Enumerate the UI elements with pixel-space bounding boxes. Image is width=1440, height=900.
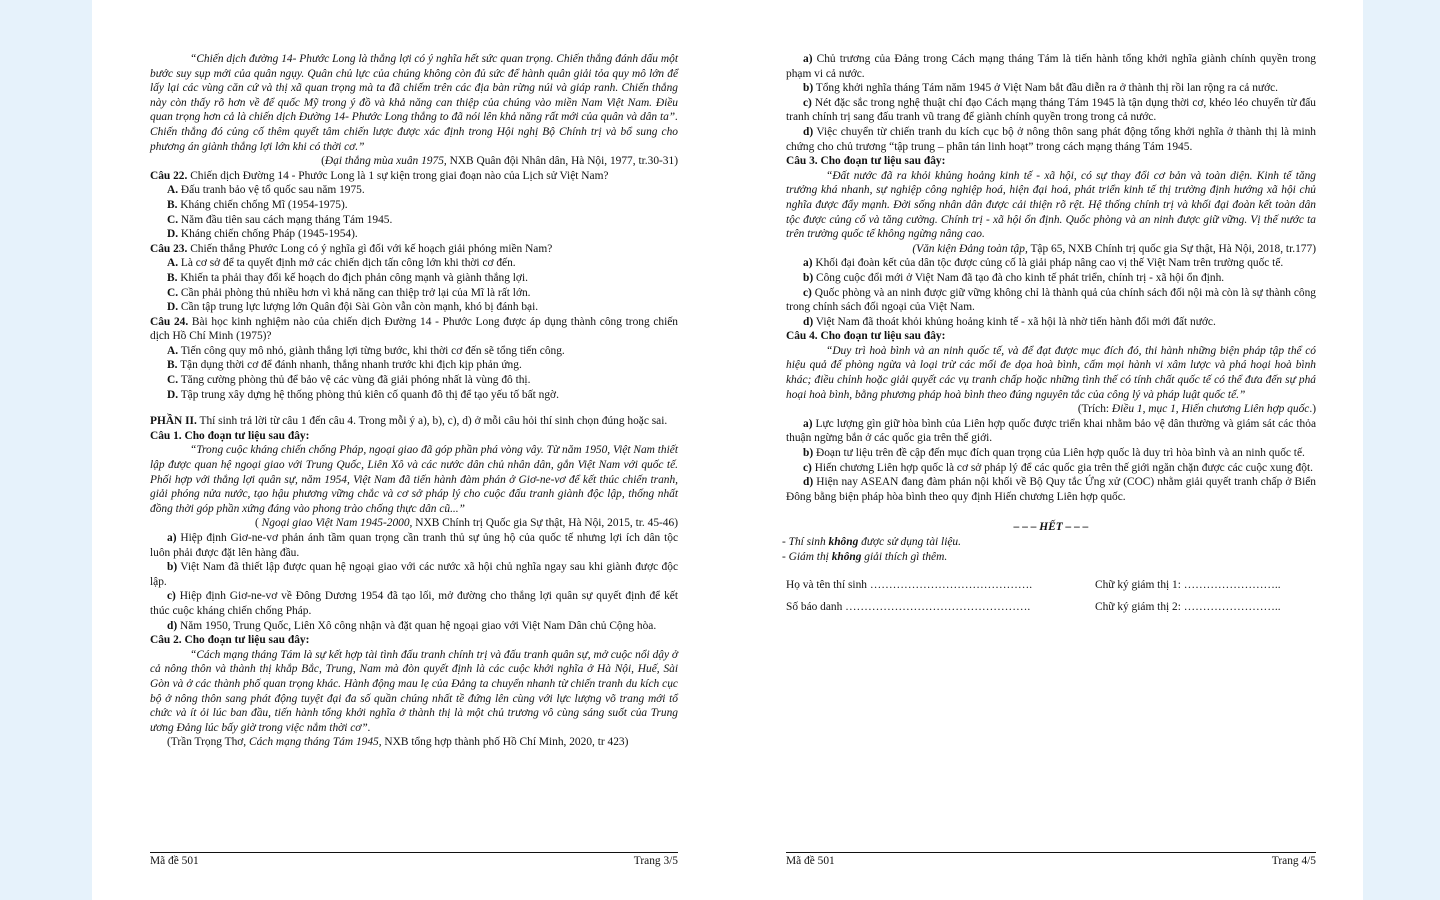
true-false-item xyxy=(786,125,1316,154)
exam-code: Mã đề 501 xyxy=(786,855,835,867)
true-false-item xyxy=(786,256,1316,271)
question-4-heading: Câu 4. Cho đoạn tư liệu sau đây: xyxy=(786,330,946,343)
candidate-name-field: Họ và tên thí sinh ……………………………………. xyxy=(786,579,1033,592)
note-candidate: - Thí sinh không được sử dụng tài liệu. xyxy=(782,536,961,548)
true-false-item xyxy=(786,446,1316,461)
item-text: Kháng chiến chống Pháp (1945-1954). xyxy=(178,228,358,241)
quote-source: (Đại thắng mùa xuân 1975, NXB Quân đội Nhân dân, Hà Nội, 1977, tr.30-31) xyxy=(321,155,678,168)
item-text: Năm 1950, Trung Quốc, Liên Xô công nhận và đặt quan hệ ngoại giao với Việt Nam Dân chủ Cộng hòa. xyxy=(177,619,657,632)
true-false-item xyxy=(150,560,678,589)
question-24-options xyxy=(150,344,678,402)
answer-option xyxy=(150,227,678,242)
item-label: C. xyxy=(167,286,179,299)
item-label: b) xyxy=(803,271,814,284)
item-text: Quốc phòng và an ninh được giữ vững không chỉ là thành quả của chính sách đối nội mà còn là sự thành công trong chính sách đối ngoại của Việt Nam. xyxy=(786,286,1316,314)
item-label: B. xyxy=(167,271,178,284)
item-text: Việc chuyển từ chiến tranh du kích cục bộ ở nông thôn sang phát động tổng khởi nghĩa ở thành thị là minh chứng cho chủ trương “tập trung – phân tán linh hoạt” trong cách mạng tháng Tám 1945. xyxy=(786,125,1316,153)
part-2-instructions: PHẦN II. Thí sinh trả lời từ câu 1 đến câu 4. Trong mỗi ý a), b), c), d) ở mỗi câu hỏi thí sinh chọn đúng hoặc sai. xyxy=(150,415,668,428)
true-false-item xyxy=(786,81,1316,96)
true-false-item xyxy=(786,475,1316,504)
question-1-heading: Câu 1. Cho đoạn tư liệu sau đây: xyxy=(150,429,310,442)
true-false-item xyxy=(150,531,678,560)
item-text: Khiến ta phải thay đổi kế hoạch do địch phản công mạnh và giành thắng lợi. xyxy=(177,271,528,284)
item-text: Khối đại đoàn kết của dân tộc được củng cố là giải pháp nâng cao vị thế Việt Nam trên trường quốc tế. xyxy=(812,257,1284,270)
proctor-2-signature: Chữ ký giám thị 2: …………………….. xyxy=(1095,600,1281,613)
question-4-quote: “Duy trì hoà bình và an ninh quốc tế, và để đạt được mục đích đó, thi hành những biện pháp tập thể có hiệu quả để phòng ngừa và loại trừ các mối đe dọa hoà bình, cấm mọi hành vi xâm lược và phá hoại hoà bình khác; điều chỉnh hoặc giải quyết các vụ tranh chấp hoặc những tình thế có tính chất quốc tế có thể đưa đến sự phá hoại hoà bình, bằng phương pháp hoà bình theo đúng nguyên tắc của công lý và pháp luật quốc tế.” xyxy=(786,344,1316,401)
question-1-source: ( Ngoại giao Việt Nam 1945-2000, NXB Chính trị Quốc gia Sự thật, Hà Nội, 2015, tr. 45-46) xyxy=(255,517,678,530)
answer-option xyxy=(150,183,678,198)
item-label: D. xyxy=(167,388,179,401)
item-text: Đoạn tư liệu trên đề cập đến mục đích quan trọng của Liên hợp quốc là duy trì hòa bình và an ninh quốc tế. xyxy=(813,447,1305,460)
item-label: d) xyxy=(167,619,178,632)
true-false-item xyxy=(786,315,1316,330)
true-false-item xyxy=(150,589,678,618)
page-number: Trang 3/5 xyxy=(633,855,678,867)
item-text: Đấu tranh bảo vệ tổ quốc sau năm 1975. xyxy=(178,184,365,197)
item-text: Hiện nay ASEAN đang đàm phán nội khối về Bộ Quy tắc Ứng xử (COC) nhằm giải quyết tranh chấp ở Biển Đông bằng biện pháp hòa bình theo quy định Hiến chương Liên hợp quốc. xyxy=(786,476,1316,503)
page-3-footer xyxy=(150,852,678,867)
true-false-item xyxy=(150,619,678,634)
item-text: Chủ trương của Đảng trong Cách mạng tháng Tám là tiến hành tổng khởi nghĩa giành chính quyền trong phạm vi cả nước. xyxy=(786,53,1316,80)
item-text: Hiến chương Liên hợp quốc là cơ sở pháp lý để các quốc gia trên thế giới ngăn chặn được các cuộc xung đột. xyxy=(811,461,1313,474)
question-3-heading: Câu 3. Cho đoạn tư liệu sau đây: xyxy=(786,155,946,168)
item-label: b) xyxy=(803,82,814,95)
question-1-quote: “Trong cuộc kháng chiến chống Pháp, ngoại giao đã góp phần phá vòng vây. Từ năm 1950, Việt Nam thiết lập được quan hệ ngoại giao với Trung Quốc, Liên Xô và các nước dân chủ nhân dân, gắn Việt Nam với quốc tế. Phối hợp với thắng lợi quân sự, năm 1954, Việt Nam đã tiến hành đàm phán ở Giơ-ne-vơ để kết thúc chiến tranh, giải phóng nửa nước, tạo hậu phương vững chắc và cơ sở pháp lý cho cuộc đấu tranh giành độc lập, thống nhất đồng thời góp phần xứng đáng vào phong trào chống thực dân cũ...” xyxy=(150,444,678,515)
item-text: Lực lượng gìn giữ hòa bình của Liên hợp quốc được triển khai nhằm bảo vệ dân thường và giám sát các thỏa thuận ngừng bắn ở các quốc gia trên thế giới. xyxy=(786,417,1316,445)
true-false-item xyxy=(786,417,1316,446)
item-text: Cần phải phòng thủ nhiều hơn vì khả năng can thiệp trở lại của Mĩ là rất lớn. xyxy=(178,286,531,299)
page-4-footer xyxy=(786,852,1316,867)
quote-phuoc-long: “Chiến dịch đường 14- Phước Long là thắng lợi có ý nghĩa hết sức quan trọng. Chiến thắng đánh dấu một bước suy sụp mới của quân ngụy. Quân chủ lực của chúng không còn đủ sức để hành quân giải tỏa quy mô lớn để lấy lại các vùng căn cứ và thị xã quan trọng mà ta đã chiếm trên các địa bàn rừng núi và giáp ranh. Chiến thắng này còn thấy rõ hơn về để quốc Mỹ trong ý đồ và khả năng can thiệp của chúng vào miền Nam Việt Nam. Điều quan trọng hơn cả là chiến dịch Đường 14- Phước Long thắng to đã nói lên khả năng rất mới của quân và dân ta”. Chiến thắng đó củng cố thêm quyết tâm chiến lược được xác định trong Hội nghị Bộ Chính trị và bổ sung cho phương án giành thắng lợi lớn khi có thời cơ.” xyxy=(150,53,678,153)
item-label: d) xyxy=(803,315,814,328)
answer-option xyxy=(150,271,678,286)
page-3 xyxy=(150,52,678,750)
item-label: c) xyxy=(803,286,812,299)
signature-row-1 xyxy=(786,578,1316,593)
item-text: Tận dụng thời cơ để đánh nhanh, thắng nhanh trước khi địch kịp phản ứng. xyxy=(177,359,522,372)
item-text: Nét đặc sắc trong nghệ thuật chỉ đạo Cách mạng tháng Tám 1945 là tận dụng thời cơ, khéo léo chuyển từ đấu tranh chính trị sang đấu tranh vũ trang để giành chính quyền trong trong cả nước. xyxy=(786,96,1316,124)
item-label: c) xyxy=(167,590,176,603)
true-false-item xyxy=(786,52,1316,81)
question-2-items xyxy=(786,52,1316,154)
item-label: b) xyxy=(803,447,814,460)
item-label: B. xyxy=(167,198,178,211)
item-label: B. xyxy=(167,359,178,372)
item-text: Việt Nam đã thiết lập được quan hệ ngoại giao với các nước xã hội chủ nghĩa ngay sau khi giành được độc lập. xyxy=(150,561,678,588)
true-false-item xyxy=(786,461,1316,476)
item-label: A. xyxy=(167,344,179,357)
question-2-heading: Câu 2. Cho đoạn tư liệu sau đây: xyxy=(150,634,310,647)
item-text: Hiệp định Giơ-ne-vơ về Đông Dương 1954 đã tạo lối, mở đường cho thắng lợi quân sự quyết định để kết thúc cuộc kháng chiến chống Pháp. xyxy=(150,590,678,617)
signature-row-2 xyxy=(786,600,1316,615)
question-3-source: (Văn kiện Đảng toàn tập, Tập 65, NXB Chính trị quốc gia Sự thật, Hà Nội, 2018, tr.177) xyxy=(912,242,1316,255)
item-text: Tăng cường phòng thủ để bảo vệ các vùng đã giải phóng nhất là vùng đô thị. xyxy=(178,374,531,387)
item-label: c) xyxy=(803,461,812,474)
answer-option xyxy=(150,300,678,315)
question-22-options xyxy=(150,183,678,241)
item-text: Là cơ sở để ta quyết định mở các chiến dịch tấn công lớn khi thời cơ đến. xyxy=(178,257,516,270)
item-label: c) xyxy=(803,96,812,109)
exam-code: Mã đề 501 xyxy=(150,855,199,867)
page-4 xyxy=(782,52,1316,614)
item-label: C. xyxy=(167,374,179,387)
true-false-item xyxy=(786,286,1316,315)
answer-option xyxy=(150,388,678,403)
item-text: Việt Nam đã thoát khỏi khủng hoảng kinh tế - xã hội là nhờ tiến hành đổi mới đất nước. xyxy=(813,315,1216,328)
item-text: Công cuộc đổi mới ở Việt Nam đã tạo đà cho kinh tế phát triển, chính trị - xã hội ổn định. xyxy=(813,271,1225,284)
question-2-quote: “Cách mạng tháng Tám là sự kết hợp tài tình đấu tranh chính trị và đấu tranh quân sự, mở cuộc nổi dậy ở cả nông thôn và thành thị khắp Bắc, Trung, Nam mà đòn quyết định là các cuộc khởi nghĩa ở Hà Nội, Huế, Sài Gòn và ở các thành phố quan trọng khác. Hành động mau lẹ của Đảng ta chuyển nhanh từ chiến tranh du kích cục bộ ở nông thôn sang phát động tuyệt đại đa số quần chúng nhất tề đứng lên cùng với lực lượng võ trang mới tổ chức và ít ỏi lúc ban đầu, tiến hành tổng khởi nghĩa ở thành thị là một chủ trương vô cùng sáng suốt của Trung ương Đảng lúc bấy giờ trong việc nắm thời cơ”. xyxy=(150,648,678,734)
item-label: A. xyxy=(167,184,179,197)
item-label: a) xyxy=(167,532,177,544)
true-false-item xyxy=(786,271,1316,286)
question-22: Câu 22. Chiến dịch Đường 14 - Phước Long là 1 sự kiện trong giai đoạn nào của Lịch sử Việt Nam? xyxy=(150,169,609,182)
item-text: Tiến công quy mô nhỏ, giành thắng lợi từng bước, khi thời cơ đến sẽ tổng tiến công. xyxy=(178,344,565,357)
item-label: D. xyxy=(167,228,179,241)
item-label: d) xyxy=(803,476,814,489)
item-text: Năm đầu tiên sau cách mạng tháng Tám 1945. xyxy=(178,213,393,226)
question-24: Câu 24. Bài học kinh nghiệm nào của chiến dịch Đường 14 - Phước Long được áp dụng thành công trong chiến dịch Hồ Chí Minh (1975)? xyxy=(150,315,678,343)
question-4-source: (Trích: Điều 1, mục 1, Hiến chương Liên hợp quốc.) xyxy=(1077,403,1316,416)
item-label: a) xyxy=(803,53,813,65)
question-23: Câu 23. Chiến thắng Phước Long có ý nghĩa gì đối với kế hoạch giải phóng miền Nam? xyxy=(150,242,553,255)
item-label: A. xyxy=(167,257,179,270)
item-text: Cần tập trung lực lượng lớn Quân đội Sài Gòn vẫn còn mạnh, khó bị đánh bại. xyxy=(178,301,539,314)
item-text: Kháng chiến chống Mĩ (1954-1975). xyxy=(177,198,348,211)
answer-option xyxy=(150,373,678,388)
answer-option xyxy=(150,213,678,228)
item-label: a) xyxy=(803,257,813,270)
item-label: d) xyxy=(803,125,814,138)
item-label: D. xyxy=(167,301,179,314)
item-text: Tập trung xây dựng hệ thống phòng thủ kiên cố quanh đô thị để tạo yếu tố bất ngờ. xyxy=(178,388,559,401)
item-text: Hiệp định Giơ-ne-vơ phản ánh tầm quan trọng cần tranh thủ sự ủng hộ của quốc tế nhưng lợi ích dân tộc luôn phải được đặt lên hàng đầu. xyxy=(150,532,678,559)
proctor-1-signature: Chữ ký giám thị 1: …………………….. xyxy=(1095,579,1281,592)
candidate-number-field: Số báo danh …………………………………………. xyxy=(786,600,1031,613)
item-text: Tổng khởi nghĩa tháng Tám năm 1945 ở Việt Nam bắt đầu diễn ra ở thành thị rồi lan rộng ra cả nước. xyxy=(813,82,1278,95)
question-23-options xyxy=(150,256,678,314)
question-3-quote: “Đất nước đã ra khỏi khủng hoảng kinh tế - xã hội, có sự thay đổi cơ bản và toàn diện. Kinh tế tăng trưởng khá nhanh, sự nghiệp công nghiệp hoá, hiện đại hoá, phát triển kinh tế thị trường định hướng xã hội chủ nghĩa được đẩy mạnh. Đời sống nhân dân được cải thiện rõ rệt. Hệ thống chính trị và khối đại đoàn kết toàn dân tộc được củng cố và tăng cường. Chính trị - xã hội ổn định. Quốc phòng và an ninh được giữ vững. Vị thế nước ta trên trường quốc tế không ngừng nâng cao. xyxy=(786,169,1316,241)
question-3-items xyxy=(786,256,1316,329)
true-false-item xyxy=(786,96,1316,125)
exam-spread xyxy=(92,0,1363,900)
question-4-items xyxy=(786,417,1316,505)
page-number: Trang 4/5 xyxy=(1271,855,1316,867)
answer-option xyxy=(150,198,678,213)
answer-option xyxy=(150,256,678,271)
answer-option xyxy=(150,358,678,373)
answer-option xyxy=(150,344,678,359)
question-2-source: (Trần Trọng Thơ, Cách mạng tháng Tám 1945, NXB tổng hợp thành phố Hồ Chí Minh, 2020, tr 423) xyxy=(167,736,629,749)
item-label: C. xyxy=(167,213,179,226)
answer-option xyxy=(150,286,678,301)
end-marker: – – – HẾT – – – xyxy=(1013,521,1089,534)
note-proctor: - Giám thị không giải thích gì thêm. xyxy=(782,550,948,563)
item-label: b) xyxy=(167,561,178,574)
question-1-items xyxy=(150,531,678,633)
item-label: a) xyxy=(803,417,813,430)
